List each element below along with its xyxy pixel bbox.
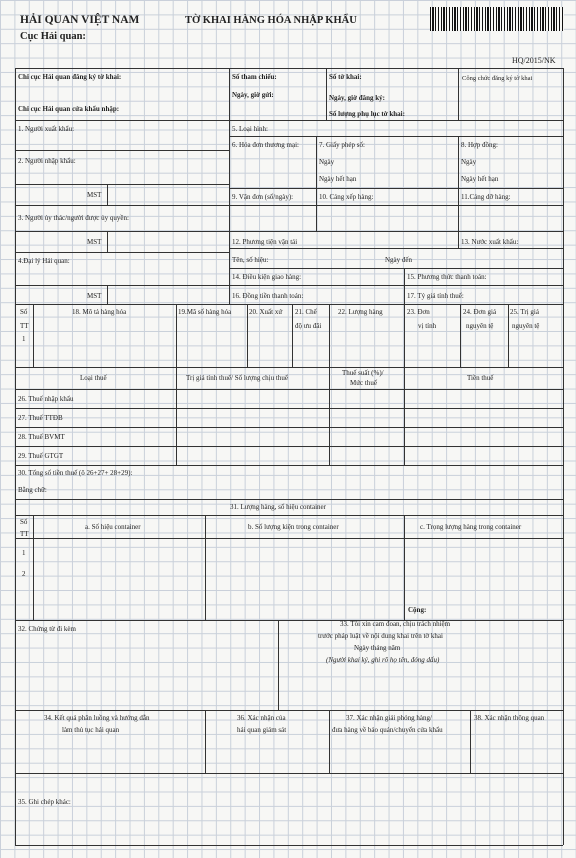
field-notes: 35. Ghi chép khác: [18, 798, 71, 806]
field-importer: 2. Người nhập khẩu: [18, 157, 76, 165]
field-export-country: 13. Nước xuất khẩu: [461, 238, 519, 246]
tax-rate-header-a: Thuế suất (%)/ [342, 369, 384, 377]
field-currency: 16. Đồng tiền thanh toán: [232, 292, 304, 300]
contract-date: Ngày [461, 158, 477, 166]
container-col-number: a. Số hiệu container [85, 523, 141, 531]
field-contract: 8. Hợp đồng: [461, 141, 498, 149]
tax-row-vat: 29. Thuế GTGT [18, 452, 64, 460]
form-code: HQ/2015/NK [512, 56, 556, 65]
gate-office-label: Chi cục Hải quan cửa khẩu nhập: [18, 105, 120, 113]
agency-name: HẢI QUAN VIỆT NAM [20, 14, 140, 26]
tax-amount-header: Tiền thuế [467, 374, 494, 382]
barcode-icon [430, 7, 564, 31]
field-exchange-rate: 17. Tỷ giá tính thuế: [407, 292, 464, 300]
container-col-packages: b. Số lượng kiện trong container [248, 523, 339, 531]
col-origin: 20. Xuất xứ [249, 308, 283, 316]
field-transport: 12. Phương tiện vận tải [232, 238, 298, 246]
send-date-label: Ngày, giờ gửi: [232, 91, 274, 99]
tax-type-header: Loại thuế [80, 374, 107, 382]
col-tt: TT [20, 322, 29, 330]
field-supervision-a: 36. Xác nhận của [237, 714, 286, 722]
field-invoice: 6. Hóa đơn thương mại: [232, 141, 299, 149]
declaration-signature-note: (Người khai ký, ghi rõ họ tên, đóng dấu) [326, 656, 440, 664]
declaration-line-1: 33. Tôi xin cam đoan, chịu trách nhiệm [340, 620, 451, 628]
field-authorized: 3. Người ủy thác/người được ủy quyền: [18, 214, 129, 222]
container-row-2: 2 [22, 570, 26, 578]
col-preference-a: 21. Chế [295, 308, 317, 316]
col-value-a: 25. Trị giá [510, 308, 539, 316]
col-no: Số [20, 308, 28, 316]
col-unit-price-a: 24. Đơn giá [463, 308, 497, 316]
goods-row-number: 1 [22, 335, 26, 343]
mst-label-importer: MST [87, 191, 102, 199]
tax-row-import: 26. Thuế nhập khẩu [18, 395, 74, 403]
container-row-1: 1 [22, 549, 26, 557]
field-license: 7. Giấy phép số: [319, 141, 365, 149]
field-bill-of-lading: 9. Vận đơn (số/ngày): [232, 193, 294, 201]
col-unit-b: vị tính [418, 322, 437, 330]
license-expiry: Ngày hết hạn [319, 175, 357, 183]
transport-name: Tên, số hiệu: [232, 256, 269, 264]
container-title: 31. Lượng hàng, số hiệu container [230, 503, 326, 511]
field-payment-method: 15. Phương thức thanh toán: [407, 273, 487, 281]
declaration-date: Ngày tháng năm [354, 644, 401, 652]
field-channel-result-b: làm thủ tục hải quan [62, 726, 120, 734]
field-type: 5. Loại hình: [232, 125, 268, 133]
container-col-tt: TT [20, 530, 29, 538]
tax-rate-header-b: Mức thuế [350, 379, 377, 387]
mst-label-agent: MST [87, 292, 102, 300]
field-exporter: 1. Người xuất khẩu: [18, 125, 75, 133]
field-unloading-port: 11.Cảng dỡ hàng: [461, 193, 511, 201]
reg-office-label: Chi cục Hải quan đăng ký tờ khai: [18, 73, 122, 81]
container-col-no: Số [20, 518, 28, 526]
tax-row-env: 28. Thuế BVMT [18, 433, 65, 441]
field-delivery-terms: 14. Điều kiện giao hàng: [232, 273, 302, 281]
arrival-date: Ngày đến [385, 256, 413, 264]
col-unit-a: 23. Đơn [407, 308, 430, 316]
container-total: Cộng: [408, 606, 427, 614]
license-date: Ngày [319, 158, 335, 166]
col-quantity: 22. Lượng hàng [338, 308, 383, 316]
col-hs-code: 19.Mã số hàng hóa [178, 308, 232, 316]
field-loading-port: 10. Cảng xếp hàng: [319, 193, 374, 201]
col-unit-price-b: nguyên tệ [466, 322, 494, 330]
field-release-b: đưa hàng về bảo quản/chuyển cửa khẩu [332, 726, 443, 734]
tax-total: 30. Tổng số tiền thuế (ô 26+27+ 28+29): [18, 469, 133, 477]
taxable-value-header: Trị giá tính thuế/ Số lượng chịu thuế [186, 374, 288, 382]
col-preference-b: độ ưu đãi [295, 322, 322, 330]
reg-date-label: Ngày, giờ đăng ký: [329, 94, 385, 102]
field-channel-result-a: 34. Kết quả phân luồng và hướng dẫn [44, 714, 150, 722]
tax-row-special: 27. Thuế TTĐB [18, 414, 63, 422]
container-col-weight: c. Trọng lượng hàng trong container [420, 523, 522, 531]
col-value-b: nguyên tệ [512, 322, 540, 330]
field-supervision-b: hải quan giám sát [237, 726, 287, 734]
appendix-count-label: Số lượng phụ lục tờ khai: [329, 110, 405, 118]
col-description: 18. Mô tả hàng hóa [72, 308, 127, 316]
ref-no-label: Số tham chiếu: [232, 73, 277, 81]
form-title: TỜ KHAI HÀNG HÓA NHẬP KHẨU [185, 15, 357, 26]
field-release-a: 37. Xác nhận giải phóng hàng/ [346, 714, 432, 722]
officer-label: Công chức đăng ký tờ khai [462, 75, 533, 82]
declaration-line-2: trước pháp luật về nội dung khai trên tờ khai [318, 632, 443, 640]
mst-label-authorized: MST [87, 238, 102, 246]
amount-in-words: Bằng chữ: [18, 486, 47, 494]
office-label: Cục Hải quan: [20, 31, 86, 42]
field-clearance: 38. Xác nhận thông quan [474, 714, 545, 722]
field-attached-docs: 32. Chứng từ đi kèm [18, 625, 76, 633]
field-agent: 4.Đại lý Hải quan: [18, 257, 70, 265]
contract-expiry: Ngày hết hạn [461, 175, 499, 183]
decl-no-label: Số tờ khai: [329, 73, 362, 81]
